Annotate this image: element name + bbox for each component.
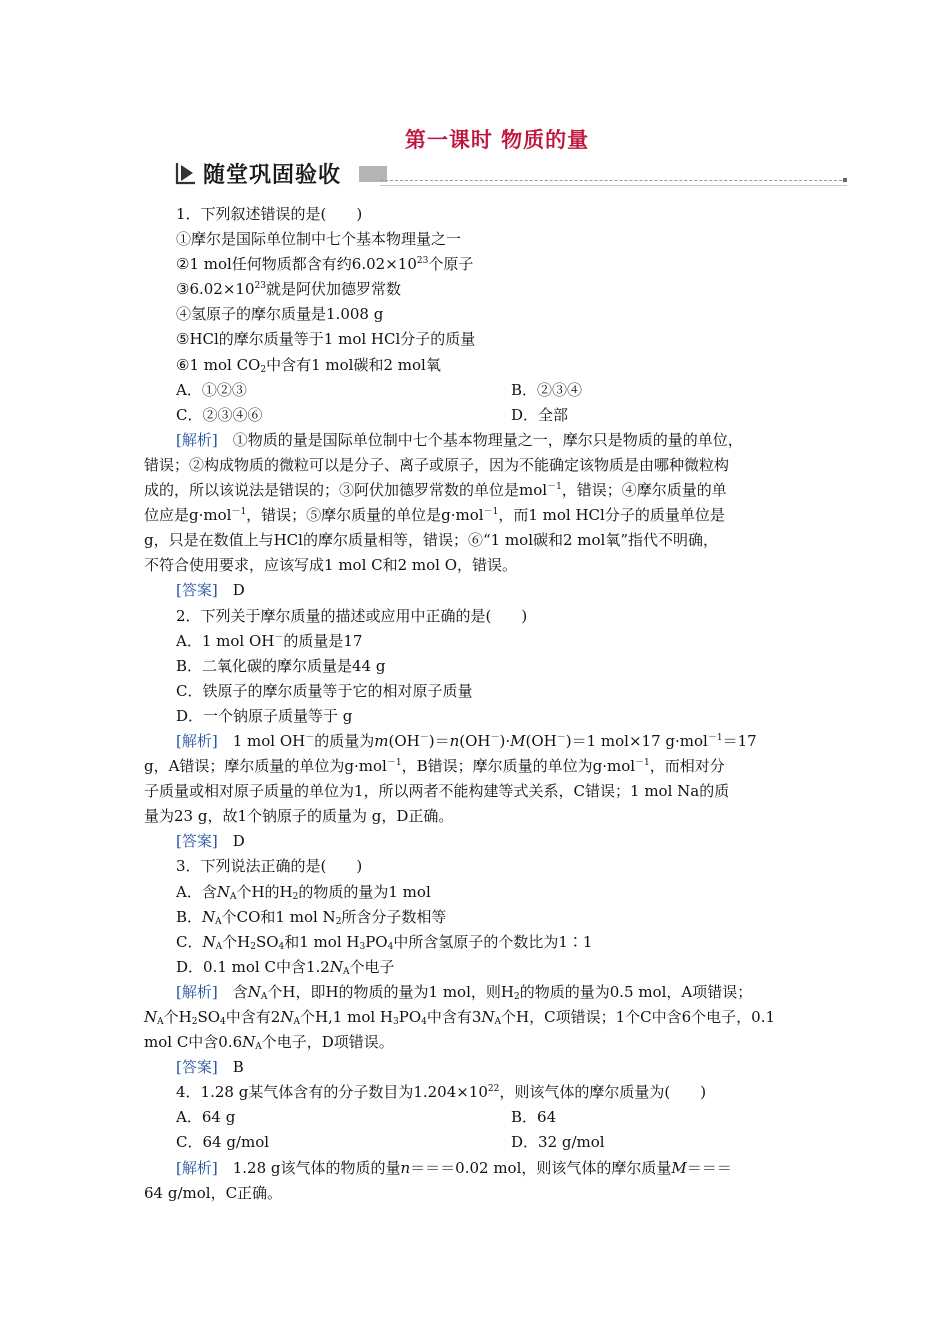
q3-option-d: D．0.1 mol C中含$1.2N_A$个电子 — [176, 957, 395, 977]
analysis-tag: [解析] — [176, 982, 218, 1001]
section-header — [175, 158, 847, 188]
section-title: 随堂巩固验收 — [203, 163, 342, 188]
q1-options-ab — [144, 378, 809, 403]
q2-option-b: B．二氧化碳的摩尔质量是44 g — [176, 656, 386, 675]
analysis-tag: [解析] — [176, 1158, 218, 1177]
q2-option-d: D．一个钠原子质量等于 g — [176, 706, 353, 725]
q3-answer: [答案] B — [176, 1058, 244, 1077]
q3-analysis-line-2: $N_A$个$H_2SO_4$中含有$2N_A$个H,1 mol $H_3PO_4$中含有$3N_A$个H，C项错误；1个C中含6个电子，0.1 — [144, 1008, 776, 1027]
page-title: 第一课时 物质的量 — [404, 128, 590, 152]
analysis-tag: [解析] — [176, 731, 218, 750]
q1-analysis-line-6: 不符合使用要求，应该写成1 mol C和2 mol O，错误。 — [144, 556, 518, 575]
q3-analysis-line-3: mol C中含$0.6N_A$个电子，D项错误。 — [144, 1033, 394, 1053]
q1-option-b: B．②③④ — [511, 380, 583, 399]
section-rule-end — [843, 178, 847, 182]
q1-analysis-line-2: 错误；②构成物质的微粒可以是分子、离子或原子，因为不能确定该物质是由哪种微粒构 — [144, 455, 730, 474]
q4-options-cd — [144, 1130, 809, 1155]
q4-option-a: A．64 g — [176, 1108, 236, 1127]
q4-analysis-line-2: 64 g/mol，C正确。 — [144, 1183, 283, 1202]
q1-statement-5: ⑤HCl的摩尔质量等于1 mol HCl分子的质量 — [176, 330, 476, 349]
q1-answer: [答案] D — [176, 581, 245, 600]
q1-statement-2: ②1 mol任何物质都含有约$6.02\times 10^{23}$个原子 — [176, 255, 474, 274]
q2-answer: [答案] D — [176, 832, 245, 851]
q3-stem: 3．下列说法正确的是( ) — [176, 857, 363, 876]
q1-stem: 1．下列叙述错误的是( ) — [176, 205, 363, 223]
answer-tag: [答案] — [176, 1058, 218, 1077]
q1-statement-6: ⑥1 mol $CO_2$中含有1 mol碳和2 mol氧 — [176, 355, 441, 375]
section-rule-2 — [380, 185, 847, 186]
answer-tag: [答案] — [176, 581, 218, 600]
answer-tag: [答案] — [176, 832, 218, 851]
analysis-tag: [解析] — [176, 430, 218, 449]
q1-option-c: C．②③④⑥ — [176, 405, 263, 424]
q2-option-a: A．1 mol OH－的质量是17 — [176, 631, 363, 650]
section-rule — [380, 180, 847, 181]
q1-analysis-line-5: g，只是在数值上与HCl的摩尔质量相等，错误；⑥“1 mol碳和2 mol氧”指代不明确， — [144, 531, 719, 550]
q1-analysis-line-4: 位应是g·mol$^{-1}$，错误；⑤摩尔质量的单位是g·mol$^{-1}$，而1 mol HCl分子的质量单位是 — [144, 506, 725, 525]
q4-analysis-line-1: [解析] 1.28 g该气体的物质的量n＝＝＝0.02 mol，则该气体的摩尔质量M＝＝＝ — [176, 1158, 732, 1177]
q2-analysis-line-3: 子质量或相对原子质量的单位为1，所以两者不能构建等式关系，C错误；1 mol Na的质 — [144, 782, 730, 801]
q1-analysis-line-3: 成的，所以该说法是错误的；③阿伏加德罗常数的单位是mol$^{-1}$，错误；④摩尔质量的单 — [144, 481, 727, 500]
q3-option-a: A．含$N_A$个H的$H_2$的物质的量为1 mol — [176, 882, 431, 902]
q1-option-d: D．全部 — [511, 405, 569, 424]
q2-analysis-line-2: g，A错误；摩尔质量的单位为g·mol$^{-1}$，B错误；摩尔质量的单位为g·mol$^{-1}$，而相对分 — [144, 757, 725, 776]
q2-analysis-line-1: [解析] 1 mol OH－的质量为m(OH－)＝n(OH－)·M(OH－)＝1 mol×17 g·mol$^{-1}$＝17 — [176, 731, 757, 750]
play-arrow-icon — [175, 161, 197, 185]
question-content — [144, 202, 809, 1206]
q1-statement-1: ①摩尔是国际单位制中七个基本物理量之一 — [176, 230, 462, 249]
q1-statement-3: $③6.02\times 10^{23}$就是阿伏加德罗常数 — [176, 280, 401, 299]
q4-options-ab — [144, 1105, 809, 1130]
q3-analysis-line-1: [解析] 含$N_A$个H，即H的物质的量为1 mol，则$H_2$的物质的量为0.5 mol，A项错误； — [176, 982, 753, 1002]
q4-option-b: B．64 — [511, 1108, 557, 1127]
q2-analysis-line-4: 量为23 g，故1个钠原子的质量为 g，D正确。 — [144, 807, 454, 826]
q1-option-a: A．①②③ — [176, 380, 247, 399]
q4-option-c: C．64 g/mol — [176, 1133, 270, 1152]
q3-option-c: C．$N_A$个$H_2SO_4$和1 mol $H_3PO_4$中所含氢原子的个数比为1∶1 — [176, 932, 593, 952]
q3-option-b: B．$N_A$个CO和1 mol $N_2$所含分子数相等 — [176, 907, 447, 927]
q4-option-d: D．32 g/mol — [511, 1133, 605, 1152]
q1-options-cd — [144, 403, 809, 428]
q1-analysis-line-1: [解析] ①物质的量是国际单位制中七个基本物理量之一，摩尔只是物质的量的单位， — [176, 430, 743, 449]
q1-statement-4: ④氢原子的摩尔质量是1.008 g — [176, 305, 384, 324]
q2-option-c: C．铁原子的摩尔质量等于它的相对原子质量 — [176, 681, 473, 700]
q2-stem: 2．下列关于摩尔质量的描述或应用中正确的是( ) — [176, 606, 528, 625]
q4-stem: 4．1.28 g某气体含有的分子数目为$1.204\times 10^{22}$，则该气体的摩尔质量为( ) — [176, 1083, 707, 1102]
